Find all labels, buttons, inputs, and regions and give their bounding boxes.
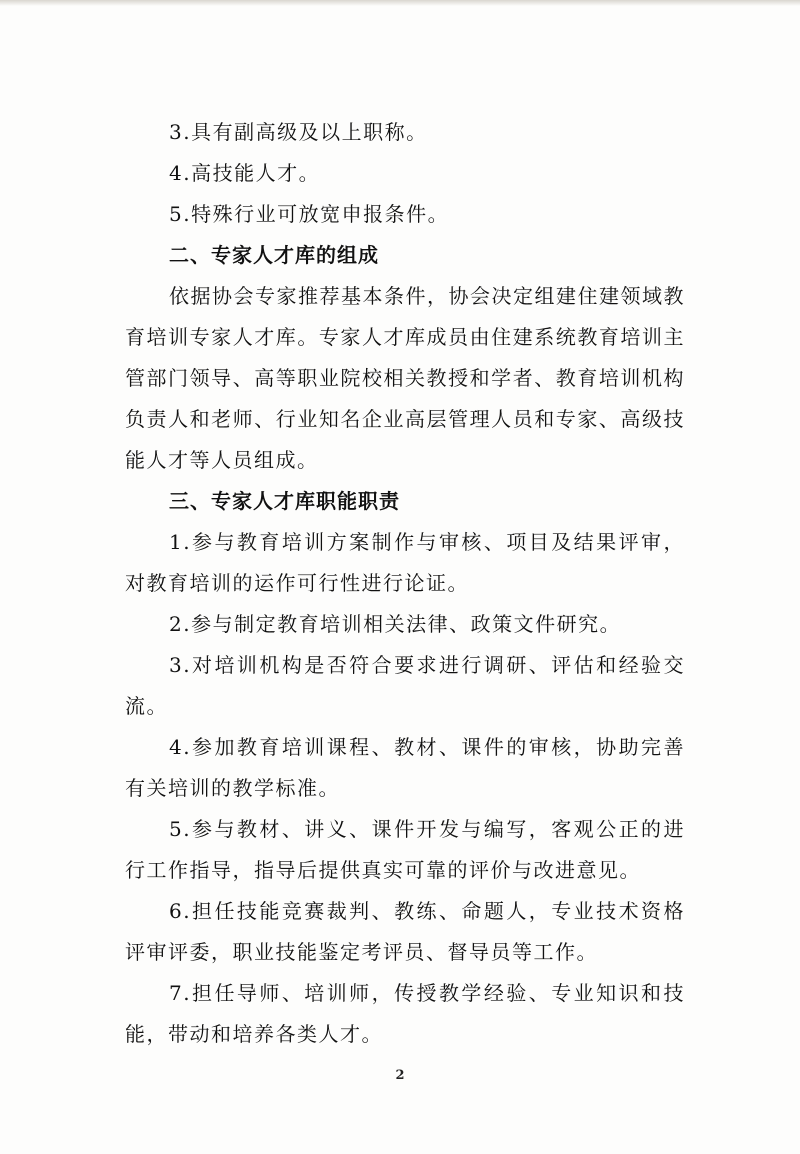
list-item: 3.对培训机构是否符合要求进行调研、评估和经验交流。 bbox=[125, 653, 685, 718]
list-item: 5.参与教材、讲义、课件开发与编写，客观公正的进行工作指导，指导后提供真实可靠的评价与改进意见。 bbox=[125, 817, 685, 882]
list-item: 4.高技能人才。 bbox=[169, 161, 321, 185]
section-heading: 三、专家人才库职能职责 bbox=[169, 489, 400, 513]
section-heading: 二、专家人才库的组成 bbox=[169, 243, 379, 267]
list-item: 4.参加教育培训课程、教材、课件的审核，协助完善有关培训的教学标准。 bbox=[125, 735, 685, 800]
scan-edge bbox=[0, 0, 800, 6]
list-item: 1.参与教育培训方案制作与审核、项目及结果评审，对教育培训的运作可行性进行论证。 bbox=[125, 530, 685, 595]
list-item: 2.参与制定教育培训相关法律、政策文件研究。 bbox=[169, 612, 622, 636]
body-paragraph: 依据协会专家推荐基本条件，协会决定组建住建领域教育培训专家人才库。专家人才库成员由住建系统教育培训主管部门领导、高等职业院校相关教授和学者、教育培训机构负责人和老师、行业知名企业高层管理人员和专家、高级技能人才等人员组成。 bbox=[125, 284, 685, 472]
page-number: 2 bbox=[395, 1068, 405, 1083]
list-item: 7.担任导师、培训师，传授教学经验、专业知识和技能，带动和培养各类人才。 bbox=[125, 981, 685, 1046]
list-item: 5.特殊行业可放宽申报条件。 bbox=[169, 202, 450, 226]
document-body bbox=[125, 112, 685, 1055]
list-item: 3.具有副高级及以上职称。 bbox=[169, 120, 428, 144]
list-item: 6.担任技能竞赛裁判、教练、命题人，专业技术资格评审评委，职业技能鉴定考评员、督导员等工作。 bbox=[125, 899, 685, 964]
